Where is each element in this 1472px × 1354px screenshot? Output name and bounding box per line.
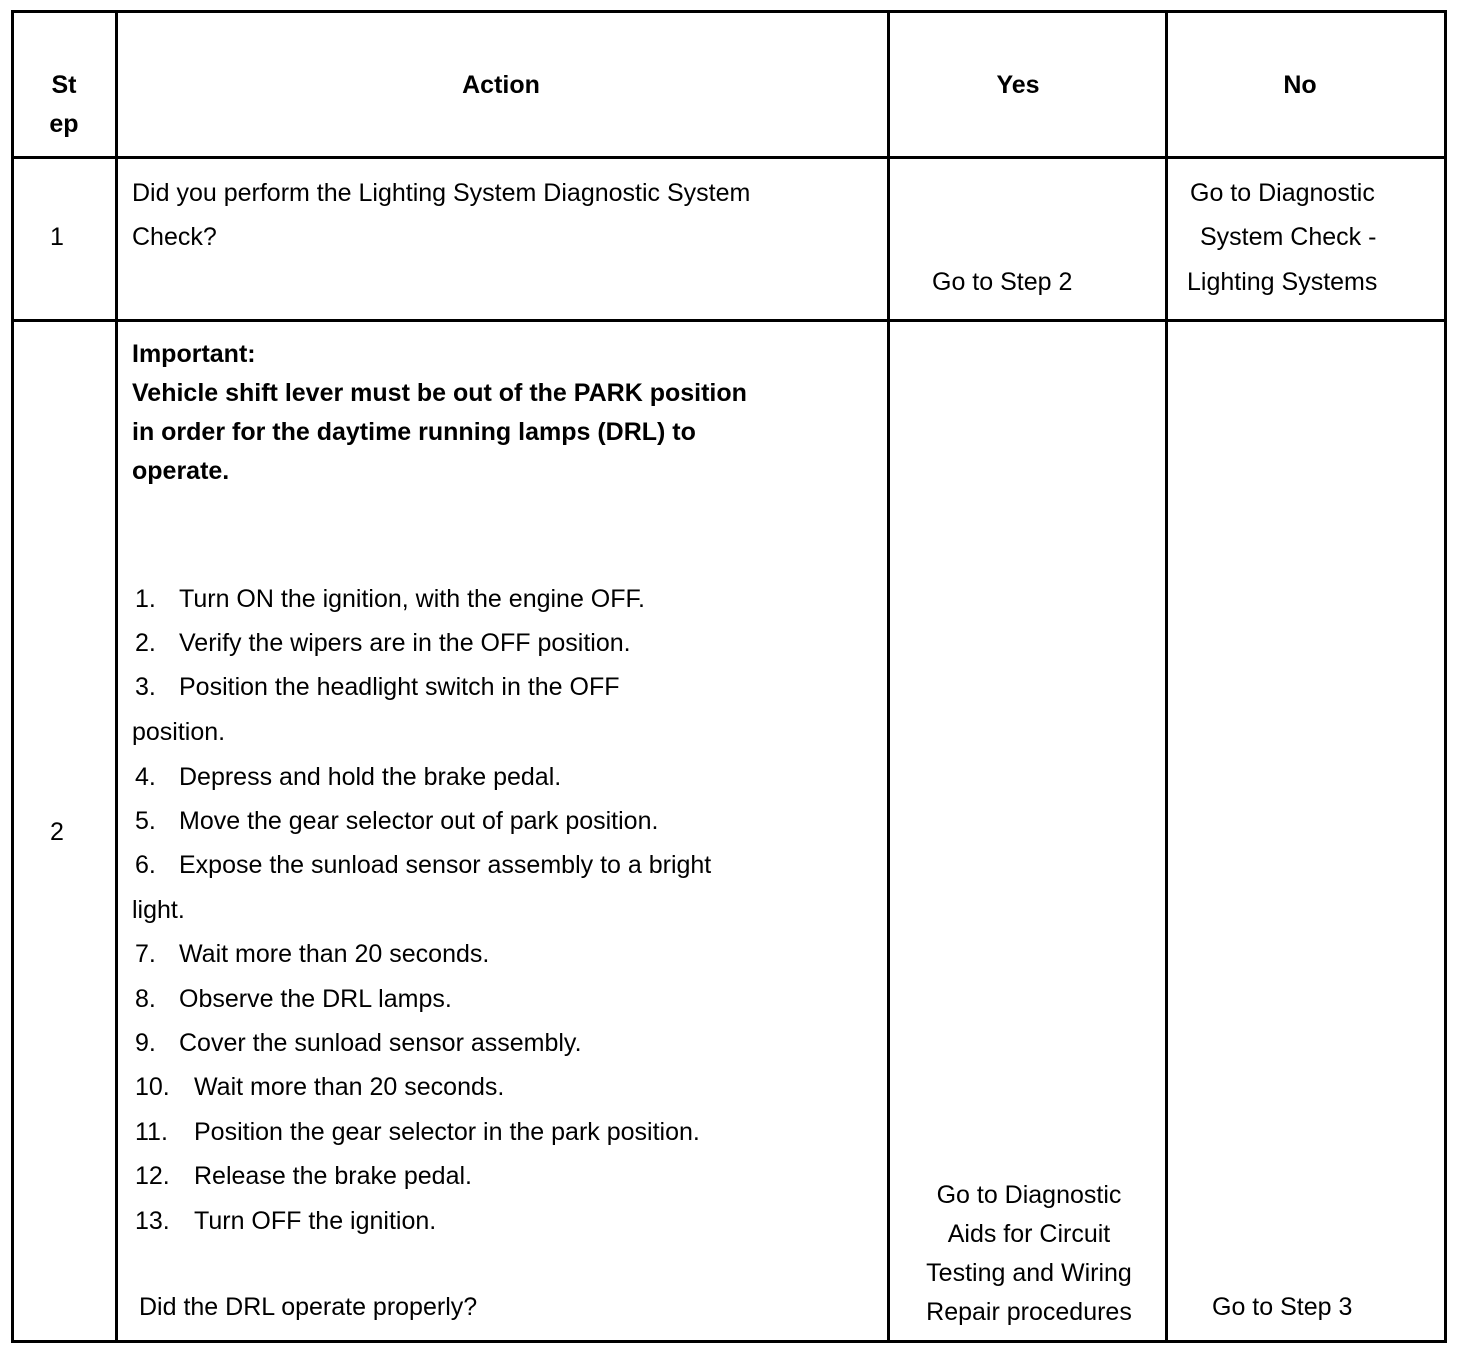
procedure-step-text: Position the headlight switch in the OFF <box>179 673 620 701</box>
procedure-step-wrap: position. <box>132 718 226 746</box>
procedure-step-number: 10. <box>135 1073 170 1101</box>
header-step-line: ep <box>49 110 79 138</box>
procedure-step-number: 1. <box>135 585 156 613</box>
header-action: Action <box>462 71 540 99</box>
row1-action-line: Check? <box>132 223 217 251</box>
row2-yes-line: Testing and Wiring <box>926 1259 1132 1287</box>
procedure-step-number: 5. <box>135 807 156 835</box>
header-step <box>14 70 114 139</box>
procedure-step-number: 12. <box>135 1162 170 1190</box>
important-line: operate. <box>132 457 230 485</box>
row2-yes-line: Repair procedures <box>926 1298 1132 1326</box>
procedure-step-number: 8. <box>135 985 156 1013</box>
procedure-step-text: Turn OFF the ignition. <box>194 1207 437 1235</box>
procedure-step-number: 4. <box>135 763 156 791</box>
row-divider <box>14 319 1444 322</box>
procedure-step-text: Wait more than 20 seconds. <box>194 1073 505 1101</box>
header-step-line: St <box>51 71 77 99</box>
procedure-step-number: 7. <box>135 940 156 968</box>
column-divider <box>115 13 118 1340</box>
procedure-step-text: Turn ON the ignition, with the engine OFF. <box>179 585 645 613</box>
column-divider <box>887 13 890 1340</box>
row2-step: 2 <box>50 818 64 846</box>
row2-question: Did the DRL operate properly? <box>139 1293 478 1321</box>
important-line: in order for the daytime running lamps (DRL) to <box>132 418 696 446</box>
row1-no-line: Go to Diagnostic <box>1190 179 1375 207</box>
procedure-step-text: Wait more than 20 seconds. <box>179 940 490 968</box>
row2-yes-line: Go to Diagnostic <box>936 1181 1122 1209</box>
row2-yes-line: Aids for Circuit <box>947 1220 1111 1248</box>
procedure-step-text: Release the brake pedal. <box>194 1162 472 1190</box>
procedure-step-number: 6. <box>135 851 156 879</box>
procedure-step-wrap: light. <box>132 896 185 924</box>
header-yes: Yes <box>996 71 1040 99</box>
procedure-step-number: 9. <box>135 1029 156 1057</box>
procedure-step-number: 11. <box>135 1118 168 1146</box>
important-line: Vehicle shift lever must be out of the PARK position <box>132 379 747 407</box>
procedure-step-number: 3. <box>135 673 156 701</box>
procedure-step-text: Observe the DRL lamps. <box>179 985 452 1013</box>
procedure-step-number: 2. <box>135 629 156 657</box>
row1-action-line: Did you perform the Lighting System Diagnostic System <box>132 179 751 207</box>
procedure-step-text: Move the gear selector out of park position. <box>179 807 659 835</box>
header-divider <box>14 156 1444 159</box>
important-label: Important: <box>132 340 256 368</box>
header-no: No <box>1283 71 1317 99</box>
procedure-step-text: Position the gear selector in the park position. <box>194 1118 700 1146</box>
row1-no-line: System Check - <box>1200 223 1377 251</box>
procedure-step-text: Depress and hold the brake pedal. <box>179 763 562 791</box>
procedure-step-text: Verify the wipers are in the OFF position. <box>179 629 631 657</box>
procedure-step-text: Cover the sunload sensor assembly. <box>179 1029 582 1057</box>
row1-no-line: Lighting Systems <box>1187 268 1378 296</box>
procedure-step-number: 13. <box>135 1207 170 1235</box>
row2-no: Go to Step 3 <box>1212 1293 1353 1321</box>
procedure-step-text: Expose the sunload sensor assembly to a bright <box>179 851 712 879</box>
row2-yes <box>888 1176 1170 1332</box>
column-divider <box>1165 13 1168 1340</box>
row1-step: 1 <box>50 223 64 251</box>
row1-yes: Go to Step 2 <box>932 268 1073 296</box>
